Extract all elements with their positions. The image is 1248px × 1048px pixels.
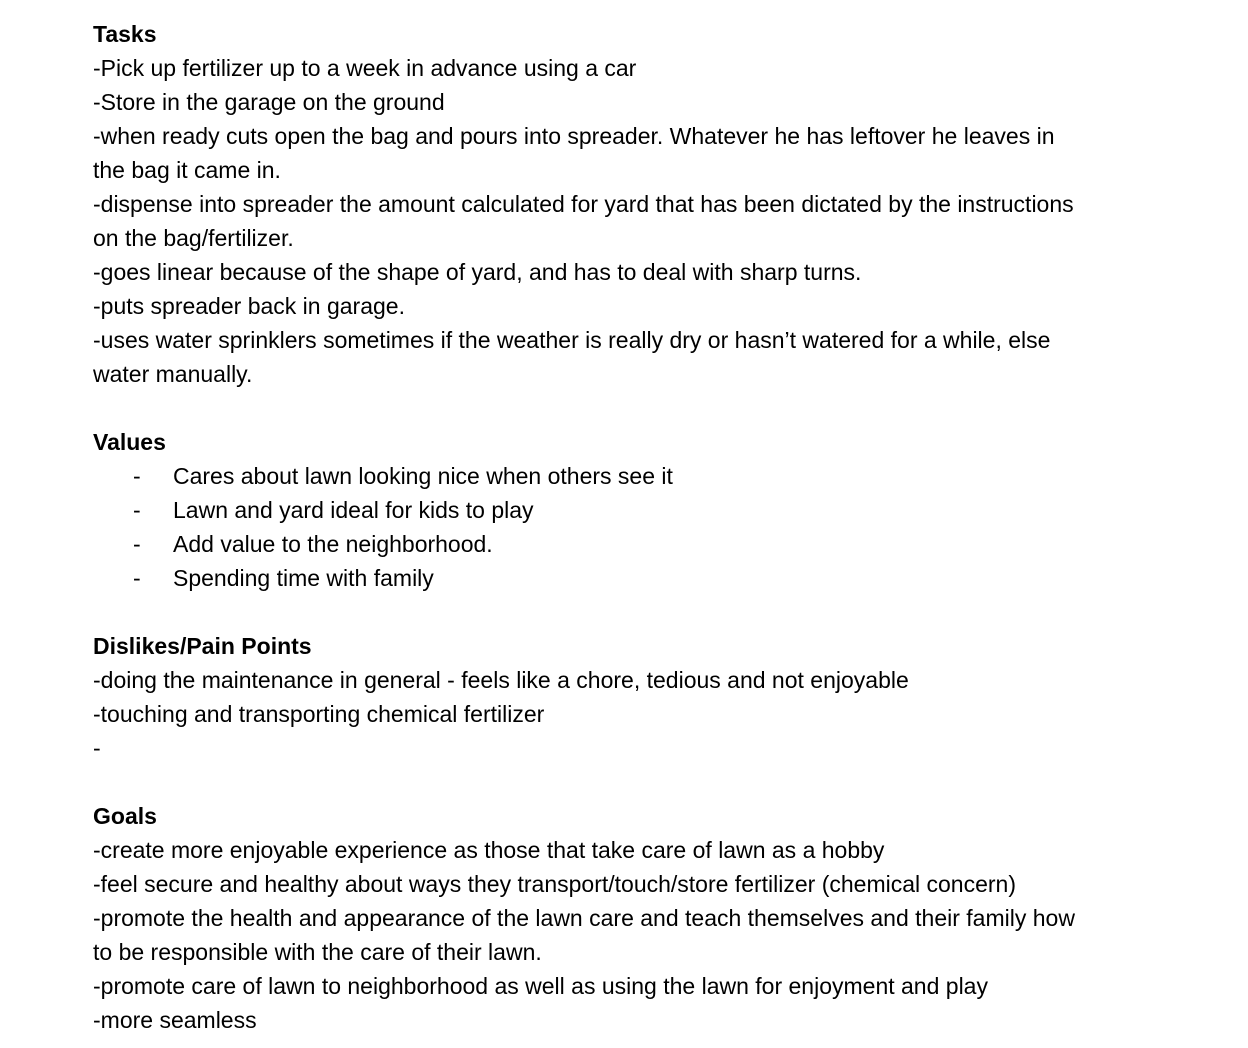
tasks-line: -goes linear because of the shape of yard, and has to deal with sharp turns. (93, 259, 862, 285)
goals-line: -promote care of lawn to neighborhood as well as using the lawn for enjoyment and play (93, 973, 988, 999)
goals-line: -feel secure and healthy about ways they transport/touch/store fertilizer (chemical concern) (93, 871, 1016, 897)
goals-heading: Goals (93, 803, 157, 829)
list-item (93, 493, 1248, 527)
goals-line: -create more enjoyable experience as those that take care of lawn as a hobby (93, 837, 885, 863)
dislikes-line: -doing the maintenance in general - feels like a chore, tedious and not enjoyable (93, 667, 909, 693)
tasks-line: -puts spreader back in garage. (93, 293, 405, 319)
list-item-text: Lawn and yard ideal for kids to play (173, 497, 534, 523)
values-heading: Values (93, 429, 166, 455)
values-section (93, 425, 1248, 595)
dislikes-line: -touching and transporting chemical fertilizer (93, 701, 545, 727)
dislikes-heading: Dislikes/Pain Points (93, 633, 312, 659)
list-item (93, 561, 1248, 595)
values-list (93, 459, 1248, 595)
tasks-line: -when ready cuts open the bag and pours into spreader. Whatever he has leftover he leaves in the bag it came in. (93, 123, 1061, 183)
tasks-line: -uses water sprinklers sometimes if the weather is really dry or hasn’t watered for a while, else water manually. (93, 327, 1057, 387)
bullet-marker: - (133, 565, 141, 591)
goals-line: -promote the health and appearance of the lawn care and teach themselves and their family how to be responsible with the care of their lawn. (93, 905, 1082, 965)
list-item (93, 459, 1248, 493)
tasks-heading: Tasks (93, 21, 157, 47)
list-item-text: Add value to the neighborhood. (173, 531, 493, 557)
tasks-line: -dispense into spreader the amount calculated for yard that has been dictated by the instructions on the bag/fertilizer. (93, 191, 1081, 251)
bullet-marker: - (133, 463, 141, 489)
list-item (93, 527, 1248, 561)
bullet-marker: - (133, 531, 141, 557)
tasks-line: -Pick up fertilizer up to a week in advance using a car (93, 55, 637, 81)
dislikes-section (93, 629, 1248, 765)
goals-line: -more seamless (93, 1007, 257, 1033)
goals-section (93, 799, 1248, 1037)
tasks-section (93, 17, 1248, 391)
bullet-marker: - (133, 497, 141, 523)
dislikes-line: - (93, 735, 101, 761)
list-item-text: Spending time with family (173, 565, 434, 591)
list-item-text: Cares about lawn looking nice when others see it (173, 463, 673, 489)
tasks-line: -Store in the garage on the ground (93, 89, 445, 115)
